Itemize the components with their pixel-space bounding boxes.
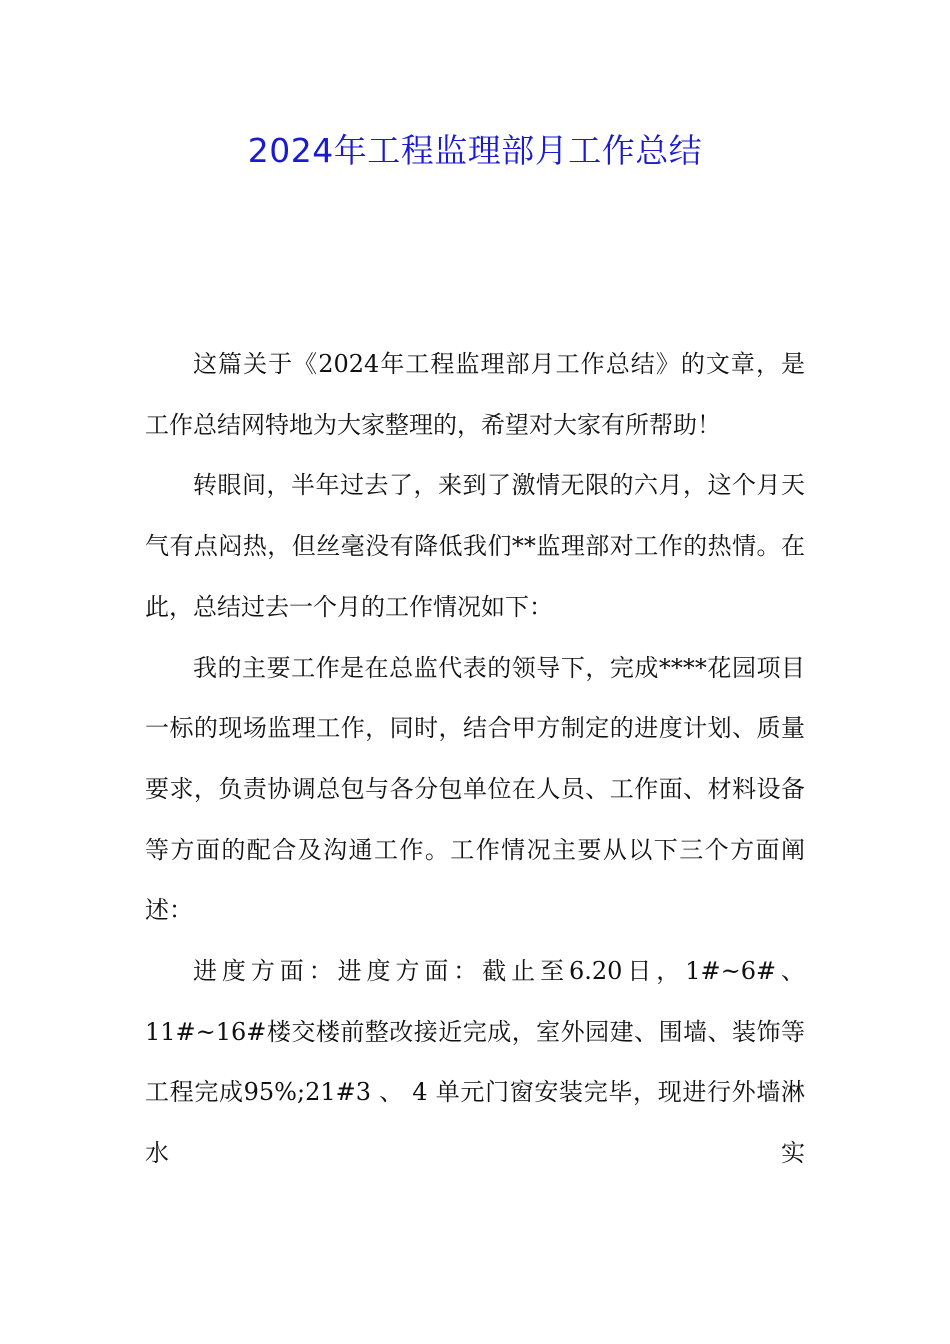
paragraph-intro: 这篇关于《2024年工程监理部月工作总结》的文章，是工作总结网特地为大家整理的，希望对大家有所帮助！	[145, 350, 805, 439]
document-title: 2024年工程监理部月工作总结	[247, 131, 703, 170]
paragraph-progress: 进度方面：进度方面：截止至6.20日，1#~6#、11#~16#楼交楼前整改接近完成，室外园建、围墙、装饰等工程完成95%;21#3 、 4 单元门窗安装完毕，现进行外墙淋水实	[145, 957, 805, 1168]
paragraph-main-work: 我的主要工作是在总监代表的领导下，完成****花园项目一标的现场监理工作，同时，结合甲方制定的进度计划、质量要求，负责协调总包与各分包单位在人员、工作面、材料设备等方面的配合及沟通工作。工作情况主要从以下三个方面阐述：	[145, 653, 805, 925]
paragraph-opening: 转眼间，半年过去了，来到了激情无限的六月，这个月天气有点闷热，但丝毫没有降低我们**监理部对工作的热情。在此，总结过去一个月的工作情况如下：	[145, 471, 805, 621]
document-body	[145, 334, 805, 1184]
